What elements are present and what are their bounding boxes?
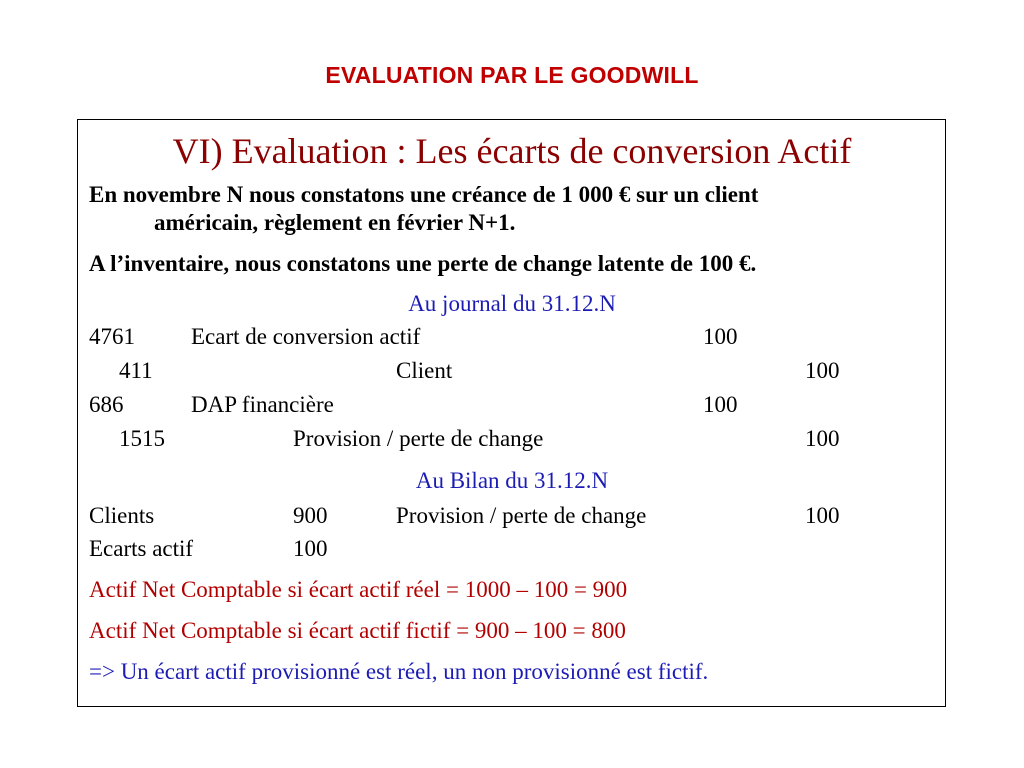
intro-line-2: américain, règlement en février N+1. bbox=[154, 210, 516, 235]
bilan-passif-value: 100 bbox=[805, 503, 840, 528]
journal-heading: Au journal du 31.12.N bbox=[408, 291, 616, 316]
bilan-actif-value: 900 bbox=[293, 503, 328, 528]
bilan-passif-label: Provision / perte de change bbox=[396, 503, 647, 528]
journal-label: Ecart de conversion actif bbox=[191, 324, 421, 349]
journal-account: 1515 bbox=[119, 426, 165, 451]
conclusion-line-3: => Un écart actif provisionné est réel, un non provisionné est fictif. bbox=[89, 659, 709, 684]
journal-label: DAP financière bbox=[191, 392, 334, 417]
journal-label: Provision / perte de change bbox=[293, 426, 544, 451]
journal-credit: 100 bbox=[805, 358, 840, 383]
content-box bbox=[77, 119, 946, 707]
journal-account: 411 bbox=[119, 358, 153, 383]
slide-header: EVALUATION PAR LE GOODWILL bbox=[325, 62, 699, 88]
journal-debit: 100 bbox=[703, 392, 738, 417]
bilan-actif-label: Ecarts actif bbox=[89, 536, 194, 561]
bilan-heading: Au Bilan du 31.12.N bbox=[415, 468, 609, 493]
journal-account: 686 bbox=[89, 392, 124, 417]
conclusion-line-2: Actif Net Comptable si écart actif fictif = 900 – 100 = 800 bbox=[89, 618, 626, 643]
bilan-actif-label: Clients bbox=[89, 503, 155, 528]
journal-account: 4761 bbox=[89, 324, 135, 349]
section-title: VI) Evaluation : Les écarts de conversion Actif bbox=[172, 131, 852, 171]
bilan-actif-value: 100 bbox=[293, 536, 328, 561]
intro-line-3: A l’inventaire, nous constatons une perte de change latente de 100 €. bbox=[89, 251, 757, 276]
conclusion-line-1: Actif Net Comptable si écart actif réel = 1000 – 100 = 900 bbox=[89, 577, 628, 602]
journal-label: Client bbox=[396, 358, 453, 383]
journal-credit: 100 bbox=[805, 426, 840, 451]
journal-debit: 100 bbox=[703, 324, 738, 349]
intro-line-1: En novembre N nous constatons une créance de 1 000 € sur un client bbox=[89, 182, 759, 207]
